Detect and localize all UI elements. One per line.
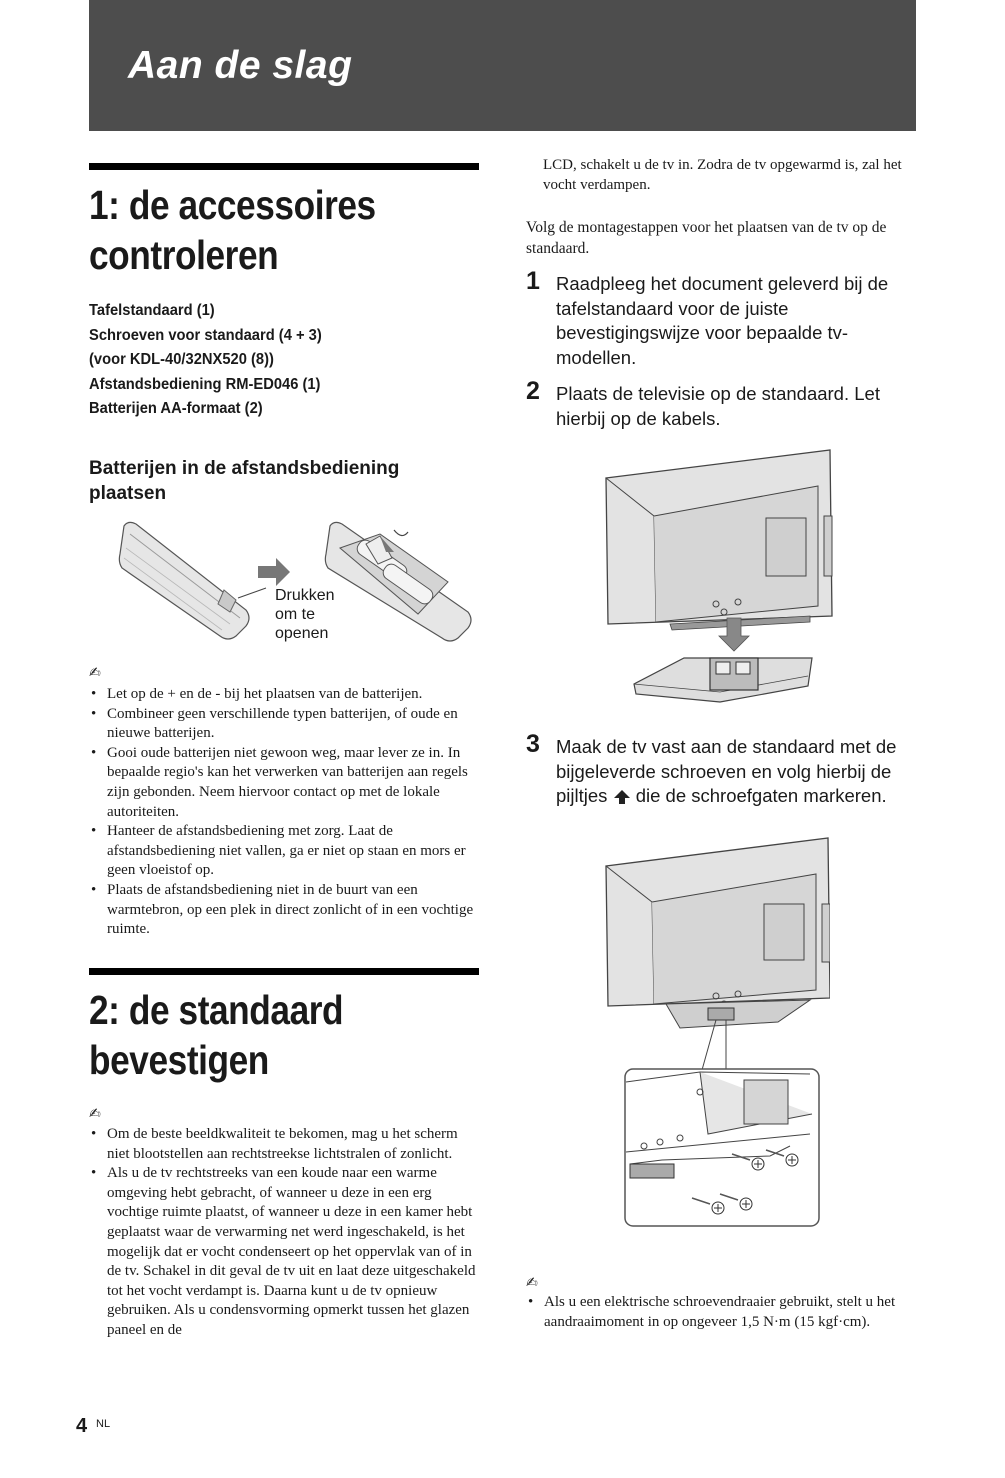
step-number: 3 bbox=[526, 730, 540, 758]
remote-open bbox=[325, 522, 471, 641]
step-text: Raadpleeg het document geleverd bij de tafelstandaard voor de juiste bevestigingswijze voor bepaalde tv-modellen. bbox=[556, 273, 889, 368]
final-note bbox=[526, 1274, 916, 1332]
step-1 bbox=[526, 267, 916, 370]
page-language: NL bbox=[96, 1418, 111, 1430]
list-item: • Combineer geen verschillende typen batterijen, of oude en nieuwe batterijen. bbox=[89, 705, 479, 744]
list-item: • Let op de + en de - bij het plaatsen van de batterijen. bbox=[89, 685, 479, 705]
section-1-title-line2: controleren bbox=[89, 232, 279, 278]
tv-placement-figure bbox=[600, 446, 840, 711]
remote-closed bbox=[119, 522, 266, 639]
step-2 bbox=[526, 377, 916, 431]
list-item: Afstandsbediening RM-ED046 (1) bbox=[89, 375, 321, 393]
caption-line: openen bbox=[275, 625, 329, 642]
step-text: Maak de tv vast aan de standaard met de bijgeleverde schroeven en volg hierbij de pijltjes bbox=[556, 736, 897, 806]
notes-list bbox=[89, 1125, 479, 1341]
notes-list bbox=[526, 1293, 916, 1332]
section-2-title-line2: bevestigen bbox=[89, 1037, 269, 1083]
caption-line: Drukken bbox=[275, 587, 335, 604]
page-number: 4 bbox=[76, 1415, 88, 1437]
list-item: Tafelstandaard (1) bbox=[89, 302, 215, 319]
notes-list bbox=[89, 685, 479, 940]
section-1 bbox=[89, 163, 479, 506]
list-item: Schroeven voor standaard (4 + 3) bbox=[89, 326, 322, 344]
step-3-block bbox=[526, 730, 916, 809]
screw-fixing-figure bbox=[600, 834, 830, 1229]
header-banner bbox=[89, 0, 916, 131]
section-2 bbox=[89, 968, 479, 1341]
section-1-title-line1: 1: de accessoires bbox=[89, 182, 376, 228]
section-1-notes bbox=[89, 664, 479, 940]
right-arrow-icon bbox=[258, 558, 290, 586]
caption-line: om te bbox=[275, 606, 316, 623]
section-2-title-line1: 2: de standaard bbox=[89, 987, 344, 1033]
list-item: • Als u een elektrische schroevendraaier gebruikt, stelt u het aandraaimoment in op ongeveer 1,5 N·m (15 kgf·cm). bbox=[526, 1293, 916, 1332]
list-item: Batterijen AA-formaat (2) bbox=[89, 400, 263, 417]
right-column bbox=[526, 155, 916, 431]
accessory-list bbox=[89, 299, 479, 422]
step-number: 2 bbox=[526, 377, 540, 405]
page-title: Aan de slag bbox=[128, 44, 353, 87]
up-arrow-icon bbox=[613, 789, 631, 805]
continued-note: LCD, schakelt u de tv in. Zodra de tv opgewarmd is, zal het vocht verdampen. bbox=[543, 157, 902, 193]
figure-caption bbox=[275, 586, 335, 643]
list-item: • Plaats de afstandsbediening niet in de buurt van een warmtebron, op een plek in direct zonlicht of in een vochtige ruimte. bbox=[89, 881, 479, 940]
list-item: • Als u de tv rechtstreeks van een koude naar een warme omgeving hebt gebracht, of wanneer u deze in een erg vochtige ruimte plaatst, of wanneer u deze in een kamer hebt geplaatst waar de verwarming net werd ingeschakeld, is het mogelijk dat er vocht condenseert op het oppervlak van of in de tv. Schakel in dit geval de tv uit en laat deze uitgeschakeld tot het vocht verdampt is. Daarna kunt u de tv opnieuw gebruiken. Als u condensvorming opmerkt tussen het glazen paneel en de bbox=[89, 1164, 479, 1340]
step-3 bbox=[526, 730, 916, 809]
battery-heading: Batterijen in de afstandsbediening plaatsen bbox=[89, 457, 400, 504]
list-item: • Gooi oude batterijen niet gewoon weg, maar lever ze in. In bepaalde regio's kan het verwerken van batterijen aan regels zijn gebonden. Neem hiervoor contact op met de lokale autoriteiten. bbox=[89, 744, 479, 822]
tv-on-stand-illustration bbox=[600, 446, 840, 711]
intro-text: Volg de montagestappen voor het plaatsen van de tv op de standaard. bbox=[526, 219, 887, 257]
pencil-note-icon: ✍ bbox=[89, 1106, 101, 1122]
list-item: • Om de beste beeldkwaliteit te bekomen, mag u het scherm niet blootstellen aan rechtstreekse lichtstralen of zonlicht. bbox=[89, 1125, 479, 1164]
section-rule bbox=[89, 163, 479, 170]
section-rule bbox=[89, 968, 479, 975]
tv-screws-illustration bbox=[600, 834, 830, 1229]
pencil-note-icon: ✍ bbox=[526, 1275, 538, 1291]
step-number: 1 bbox=[526, 267, 540, 295]
step-text-continued: die de schroefgaten markeren. bbox=[635, 785, 887, 806]
list-item: • Hanteer de afstandsbediening met zorg. Laat de afstandsbediening niet vallen, ga er niet op staan en mors er geen vloeistof op. bbox=[89, 822, 479, 881]
step-text: Plaats de televisie op de standaard. Let hierbij op de kabels. bbox=[556, 383, 880, 429]
pencil-note-icon: ✍ bbox=[89, 665, 101, 681]
list-item: (voor KDL-40/32NX520 (8)) bbox=[89, 351, 274, 368]
